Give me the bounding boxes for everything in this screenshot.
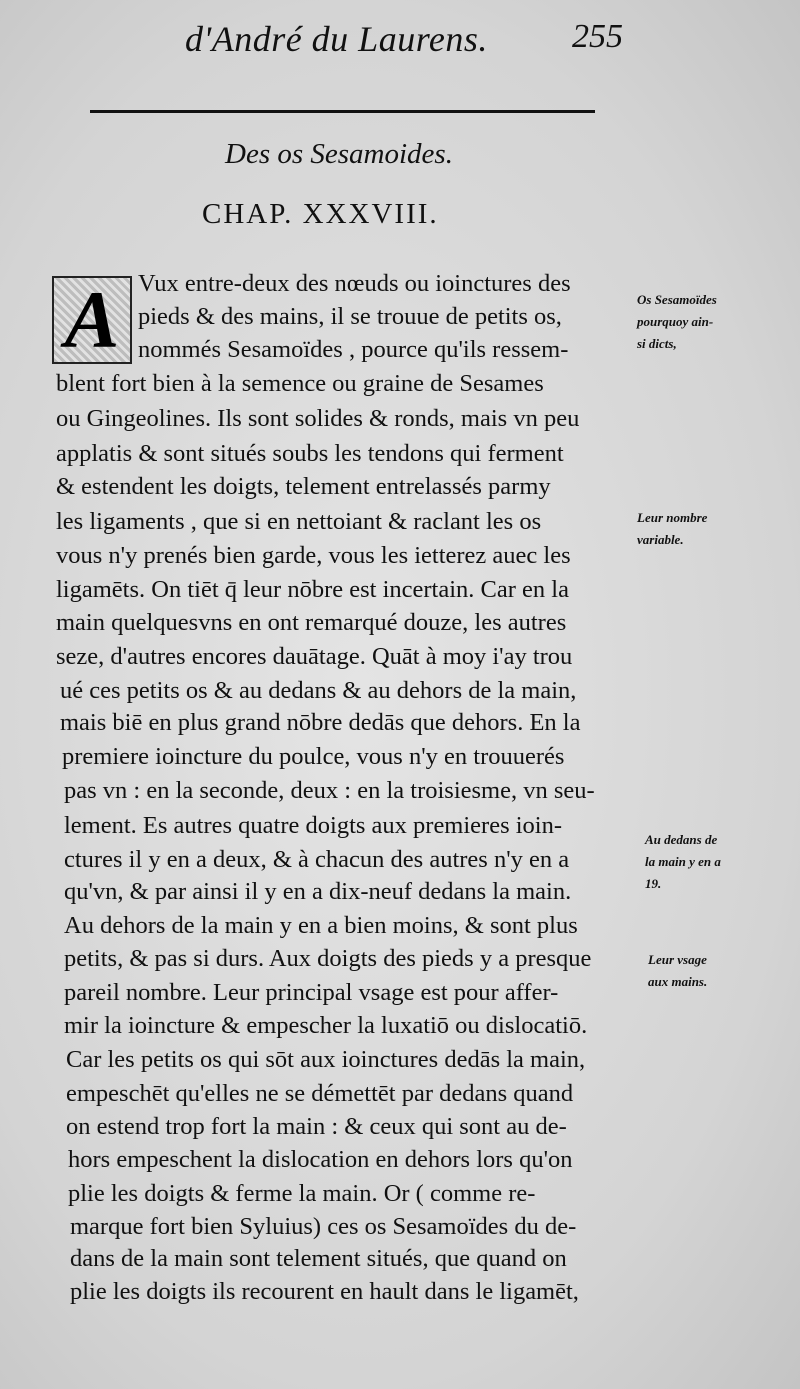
header-rule bbox=[90, 110, 595, 113]
text-line: ou Gingeolines. Ils sont solides & ronds, mais vn peu bbox=[56, 405, 580, 432]
text-line: nommés Sesamoïdes , pource qu'ils ressem- bbox=[138, 336, 569, 363]
marginal-note-line: Au dedans de bbox=[645, 832, 718, 847]
text-line: dans de la main sont telement situés, que quand on bbox=[70, 1245, 567, 1272]
marginal-note-line: Leur vsage bbox=[648, 952, 707, 967]
marginal-note-line: pourquoy ain- bbox=[637, 314, 714, 329]
text-line: on estend trop fort la main : & ceux qui sont au de- bbox=[66, 1113, 567, 1140]
text-line: applatis & sont situés soubs les tendons qui ferment bbox=[56, 440, 564, 467]
text-line: mais biē en plus grand nōbre dedās que dehors. En la bbox=[60, 709, 581, 736]
text-line: pareil nombre. Leur principal vsage est pour affer- bbox=[64, 979, 559, 1006]
marginal-note-line: 19. bbox=[645, 876, 662, 891]
text-line: les ligaments , que si en nettoiant & raclant les os bbox=[56, 508, 542, 535]
page-number: 255 bbox=[572, 18, 623, 55]
text-line: hors empeschent la dislocation en dehors lors qu'on bbox=[68, 1146, 573, 1173]
text-line: marque fort bien Syluius) ces os Sesamoïdes du de- bbox=[70, 1213, 577, 1240]
text-line: qu'vn, & par ainsi il y en a dix-neuf dedans la main. bbox=[64, 878, 572, 905]
text-line: ctures il y en a deux, & à chacun des autres n'y en a bbox=[64, 846, 570, 873]
text-line: & estendent les doigts, telement entrelassés parmy bbox=[56, 473, 551, 500]
ornamental-drop-cap bbox=[52, 276, 132, 364]
text-line: mir la ioincture & empescher la luxatiō ou dislocatiō. bbox=[64, 1012, 588, 1039]
running-header: d'André du Laurens. bbox=[185, 19, 488, 59]
text-line: premiere ioincture du poulce, vous n'y en trouuerés bbox=[62, 743, 565, 770]
text-line: pas vn : en la seconde, deux : en la troisiesme, vn seu- bbox=[64, 777, 595, 804]
text-line: Car les petits os qui sōt aux ioinctures dedās la main, bbox=[66, 1046, 586, 1073]
text-line: plie les doigts ils recourent en hault dans le ligamēt, bbox=[70, 1278, 579, 1305]
text-line: plie les doigts & ferme la main. Or ( comme re- bbox=[68, 1180, 536, 1207]
marginal-note-line: si dicts, bbox=[637, 336, 677, 351]
text-line: empeschēt qu'elles ne se démettēt par dedans quand bbox=[66, 1080, 574, 1107]
marginal-note-line: la main y en a bbox=[645, 854, 721, 869]
marginal-note-line: Leur nombre bbox=[637, 510, 708, 525]
text-line: ué ces petits os & au dedans & au dehors de la main, bbox=[60, 677, 577, 704]
marginal-note-line: variable. bbox=[637, 532, 684, 547]
drop-cap-letter: A bbox=[64, 274, 120, 365]
text-line: blent fort bien à la semence ou graine de Sesames bbox=[56, 370, 544, 397]
text-line: ligamēts. On tiēt q̄ leur nōbre est incertain. Car en la bbox=[56, 576, 569, 603]
text-line: Au dehors de la main y en a bien moins, & sont plus bbox=[64, 912, 578, 939]
text-line: seze, d'autres encores dauātage. Quāt à moy i'ay trou bbox=[56, 643, 573, 670]
chapter-title: Des os Sesamoides. bbox=[225, 138, 453, 170]
text-line: Vux entre-deux des nœuds ou ioinctures des bbox=[138, 270, 571, 297]
marginal-note-line: Os Sesamoïdes bbox=[637, 292, 717, 307]
text-line: vous n'y prenés bien garde, vous les ietterez auec les bbox=[56, 542, 571, 569]
marginal-note-line: aux mains. bbox=[648, 974, 708, 989]
text-line: lement. Es autres quatre doigts aux premieres ioin- bbox=[64, 812, 563, 839]
text-line: petits, & pas si durs. Aux doigts des pieds y a presque bbox=[64, 945, 592, 972]
text-line: pieds & des mains, il se trouue de petits os, bbox=[138, 303, 562, 330]
chapter-number: CHAP. XXXVIII. bbox=[202, 198, 439, 230]
text-line: main quelquesvns en ont remarqué douze, les autres bbox=[56, 609, 567, 636]
